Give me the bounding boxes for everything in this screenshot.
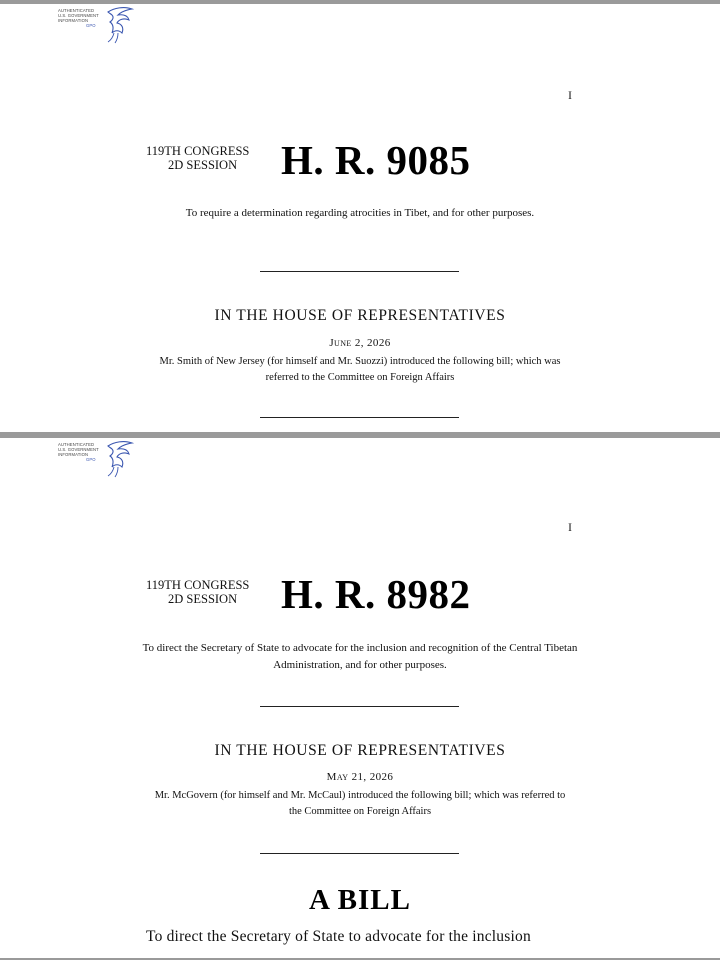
bill-purpose: To require a determination regarding atrocities in Tibet, and for other purposes. (185, 207, 535, 219)
divider-rule (260, 271, 459, 272)
introduction-statement: Mr. McGovern (for himself and Mr. McCaul) introduced the following bill; which was referred to the Committee on Foreign Affairs (154, 790, 566, 817)
gpo-seal-line: INFORMATION (58, 18, 89, 23)
bill-number: H. R. 8982 (281, 571, 471, 617)
gpo-seal-abbr: GPO (86, 23, 96, 28)
gpo-eagle-icon (104, 440, 134, 478)
gpo-seal-line: AUTHENTICATED (58, 442, 95, 447)
page-number: I (568, 520, 572, 534)
congress-label: 119TH CONGRESS (146, 144, 250, 158)
gpo-seal-abbr: GPO (86, 457, 96, 462)
session-label: 2D SESSION (168, 158, 238, 172)
chamber-heading: IN THE HOUSE OF REPRESENTATIVES (214, 742, 506, 759)
document-page-2 (0, 438, 720, 958)
congress-label: 119TH CONGRESS (146, 578, 250, 592)
bill-purpose: To direct the Secretary of State to advocate for the inclusion and recognition of the Central Tibetan Administration, and for other purposes. (142, 642, 578, 671)
gpo-seal-line: INFORMATION (58, 452, 89, 457)
gpo-seal-text (58, 442, 99, 462)
divider-rule (260, 417, 459, 418)
gpo-authentication-seal (58, 440, 138, 480)
document-page-1 (0, 4, 720, 432)
page-number: I (568, 88, 572, 102)
congress-session-block (146, 144, 249, 172)
divider-rule (260, 706, 459, 707)
introduction-date: May 21, 2026 (326, 771, 394, 783)
divider-rule (260, 853, 459, 854)
gpo-seal-line: AUTHENTICATED (58, 8, 95, 13)
gpo-seal-line: U.S. GOVERNMENT (58, 447, 99, 452)
bill-title-line: To direct the Secretary of State to advocate for the inclusion (146, 928, 531, 945)
gpo-seal-line: U.S. GOVERNMENT (58, 13, 99, 18)
gpo-seal-text (58, 8, 99, 28)
gpo-authentication-seal (58, 6, 138, 46)
congress-session-block (146, 578, 249, 606)
introduction-date: June 2, 2026 (329, 337, 391, 349)
chamber-heading: IN THE HOUSE OF REPRESENTATIVES (214, 307, 506, 324)
introduction-statement: Mr. Smith of New Jersey (for himself and Mr. Suozzi) introduced the following bill; which was referred to the Committee on Foreign Affairs (159, 356, 561, 383)
bill-number: H. R. 9085 (281, 137, 471, 183)
gpo-eagle-icon (104, 6, 134, 44)
session-label: 2D SESSION (168, 592, 238, 606)
bill-heading: A BILL (309, 884, 411, 916)
